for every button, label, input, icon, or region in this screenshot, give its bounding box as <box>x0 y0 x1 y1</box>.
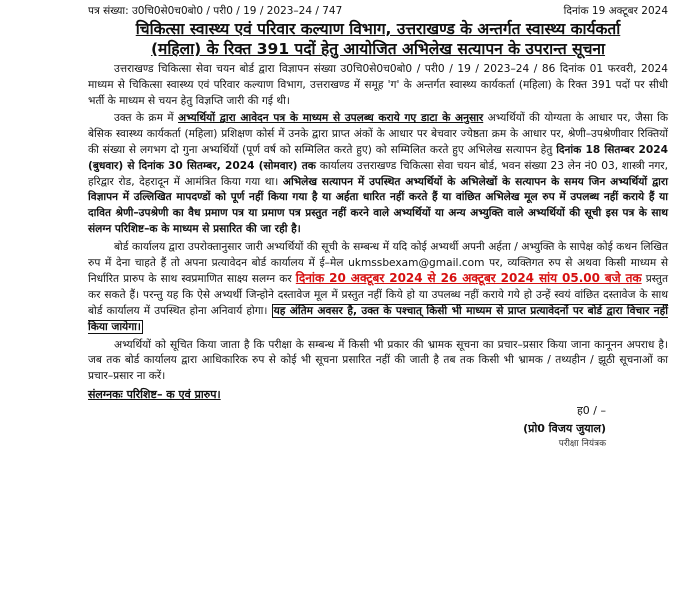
para3-text-1: बोर्ड कार्यालय द्वारा उपरोक्तानुसार जारी अभ्यर्थियों की सूची के सम्बन्ध में यदि कोई अभ्यर्थी अपनी अर्हता / अभ्युक्ति के सापेक्ष कोई कथन लिखित रुप में देना चाहते हैं तो अपना प्रत्यावेदन बोर्ड कार्यालय में ई–मेल <box>88 240 668 269</box>
para2-text-1: उक्त के क्रम में <box>114 112 174 125</box>
signature-block <box>88 402 668 450</box>
contact-email[interactable]: ukmssbexam@gmail.com <box>348 256 485 269</box>
signatory-name: (प्रो0 विजय जुयाल) <box>523 421 606 435</box>
attachment-note: संलग्नकः परिशिष्ट– क एवं प्रारुप। <box>88 387 221 401</box>
submission-deadline: दिनांक 20 अक्टूबर 2024 से 26 अक्टूबर 2024 सांय 05.00 बजे तक <box>295 271 642 286</box>
issue-date: दिनांक 19 अक्टूबर 2024 <box>563 5 668 17</box>
para2-data-basis: अभ्यर्थियों द्वारा आवेदन पत्र के माध्यम से उपलब्ध कराये गए डाटा के अनुसार <box>178 112 484 125</box>
para2-verification-dates: दिनांक 18 सितम्बर 2024 (बुधवार) से दिनांक 30 सितम्बर, 2024 (सोमवार) तक <box>88 143 668 172</box>
reference-number: पत्र संख्या: उ0चि0से0च0बो0 / परी0 / 19 / 2023–24 / 747 <box>88 5 343 17</box>
para3-text-2: पर, व्यक्तिगत रुप से अथवा किसी माध्यम से निर्धारित प्रारुप के साथ स्वप्रमाणित साक्ष्य सलग्न कर <box>88 256 668 286</box>
title-line-2: (महिला) के रिक्त 391 पदों हेतु आयोजित अभिलेख सत्यापन के उपरान्त सूचना <box>150 40 606 58</box>
final-opportunity-notice: यह अंतिम अवसर है, उक्त के पश्चात् किसी भी माध्यम से प्राप्त प्रत्यावेदनों पर बोर्ड द्वारा विचार नहीं किया जायेगा। <box>88 304 669 333</box>
notice-title <box>88 19 668 59</box>
title-line-1: चिकित्सा स्वास्थ्य एवं परिवार कल्याण विभाग, उत्तराखण्ड के अन्तर्गत स्वास्थ्य कार्यकर्ता <box>135 20 621 38</box>
paragraph-advertisement: उत्तराखण्ड चिकित्सा सेवा चयन बोर्ड द्वारा विज्ञापन संख्या उ0चि0से0च0बो0 / परी0 / 19 / 2023–24 / 86 दिनांक 01 फरवरी, 2024 माध्यम से चिकित्सा स्वास्थ्य एवं परिवार कल्याण विभाग, उत्तराखण्ड में समूह 'ग' के अन्तर्गत स्वास्थ्य कार्यकर्ता (महिला) के रिक्त 391 पदों पर सीधी भर्ती के माध्यम से चयन हेतु विज्ञप्ति जारी की गई थी। <box>88 63 668 107</box>
signatory-designation: परीक्षा नियंत्रक <box>558 438 606 449</box>
para3-text-3: प्रस्तुत कर सकते हैं। परन्तु यह कि ऐसे अभ्यर्थी जिन्होने दस्तावेज मूल में प्रस्तुत नहीं किये हो या उपलब्ध नहीं कराये गये हो उन्हें स्वयं वांछित दस्तावेज के साथ बोर्ड कार्यालय में उपस्थित होना अनिवार्य होगा। <box>88 273 668 317</box>
signature-sd: ह0 / – <box>576 403 606 417</box>
paragraph-misinformation-warning: अभ्यर्थियों को सूचित किया जाता है कि परीक्षा के सम्बन्ध में किसी भी प्रकार की भ्रामक सूचना का प्रचार–प्रसार किया जाना कानूनन अपराध है। जब तक बोर्ड कार्यालय द्वारा आधिकारिक रुप से कोई भी सूचना प्रसारित नहीं की जाती है तब तक किसी भी भ्रामक / तथ्यहीन / झूठी सूचनाओं का प्रचार–प्रसार ना करें। <box>88 338 668 383</box>
paragraph-verification <box>88 111 668 237</box>
header-line <box>88 4 668 18</box>
paragraph-representation <box>88 240 668 336</box>
para2-text-3: कार्यालय उत्तराखण्ड चिकित्सा सेवा चयन बोर्ड, भवन संख्या 23 लेन नं0 03, शास्त्री नगर, हरिद्वार रोड, देहरादून में आमंत्रित किया गया था। <box>88 159 669 188</box>
para2-list-statement: अभिलेख सत्यापन में उपस्थित अभ्यर्थियों के अभिलेखों के सत्यापन के समय जिन अभ्यर्थियों द्वारा विज्ञापन में उल्लिखित मापदण्डों को पूर्ण नहीं किया गया है या अर्हता धारित नहीं करते हैं या वांछित अभिलेख मूल रुप में उपलब्ध नहीं कराये हैं या दावित श्रेणी–उपश्रेणी का वैध प्रमाण पत्र या प्रमाण पत्र प्रस्तुत नहीं करने वाले अभ्यर्थियों या अन्य अभ्युक्ति वाले अभ्यर्थियों की सूची इस पत्र के साथ संलग्न परिशिष्ट–क के माध्यम से प्रसारित की जा रही है। <box>88 175 668 235</box>
para2-text-2: अभ्यर्थियों की योग्यता के आधार पर, जैसा कि बेसिक स्वास्थ्य कार्यकर्ता (महिला) प्रशिक्षण कोर्स में उनके द्वारा प्राप्त अंकों के आधार पर बेचवार ज्येष्ठता क्रम के आधार पर, श्रेणी–उपश्रेणीवार रिक्तियों की संख्या से लगभग दो गुना अभ्यर्थियों (पूर्ण वर्ष को सम्मिलित करते हुए) को सम्मिलित करते हुए अभिलेख सत्यापन हेतु <box>88 112 668 156</box>
